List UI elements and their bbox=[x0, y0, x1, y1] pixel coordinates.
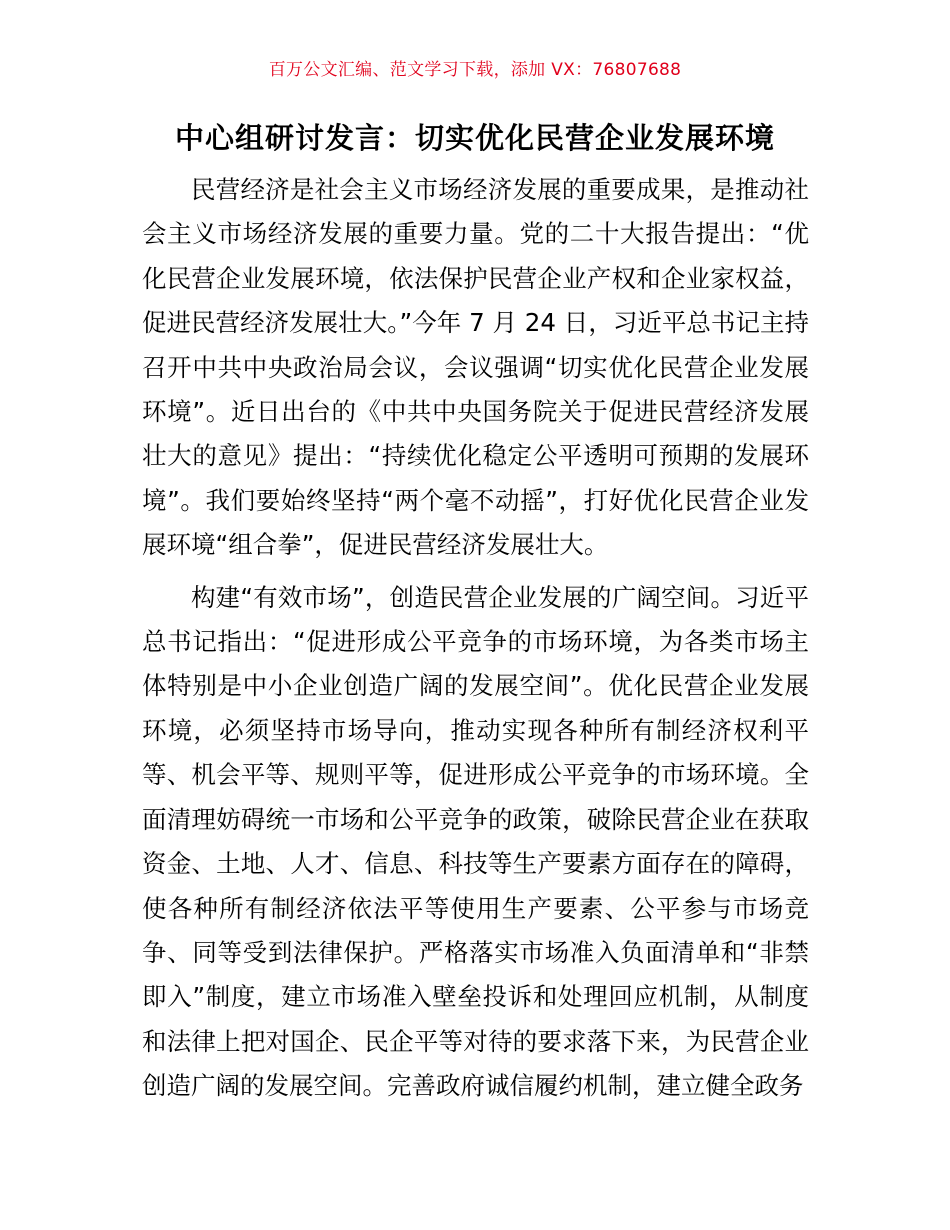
download-watermark-note: 百万公文汇编、范文学习下载，添加 VX：76807688 bbox=[268, 60, 682, 80]
paragraph-1: 民营经济是社会主义市场经济发展的重要成果，是推动社会主义市场经济发展的重要力量。党的二十大报告提出：“优化民营企业发展环境，依法保护民营企业产权和企业家权益，促进民营经济发展壮大。”今年 7 月 24 日，习近平总书记主持召开中共中央政治局会议，会议强调“切实优化民营企业发展环境”。近日出台的《中共中央国务院关于促进民营经济发展壮大的意见》提出：“持续优化稳定公平透明可预期的发展环境”。我们要始终坚持“两个毫不动摇”，打好优化民营企业发展环境“组合拳”，促进民营经济发展壮大。 bbox=[142, 175, 809, 560]
paragraph-2: 构建“有效市场”，创造民营企业发展的广阔空间。习近平总书记指出：“促进形成公平竞争的市场环境，为各类市场主体特别是中小企业创造广阔的发展空间”。优化民营企业发展环境，必须坚持市场导向，推动实现各种所有制经济权利平等、机会平等、规则平等，促进形成公平竞争的市场环境。全面清理妨碍统一市场和公平竞争的政策，破除民营企业在获取资金、土地、人才、信息、科技等生产要素方面存在的障碍，使各种所有制经济依法平等使用生产要素、公平参与市场竞争、同等受到法律保护。严格落实市场准入负面清单和“非禁即入”制度，建立市场准入壁垒投诉和处理回应机制，从制度和法律上把对国企、民企平等对待的要求落下来，为民营企业创造广阔的发展空间。完善政府诚信履约机制，建立健全政务 bbox=[142, 582, 809, 1101]
document-body bbox=[142, 168, 809, 1109]
document-title: 中心组研讨发言：切实优化民营企业发展环境 bbox=[174, 121, 775, 155]
